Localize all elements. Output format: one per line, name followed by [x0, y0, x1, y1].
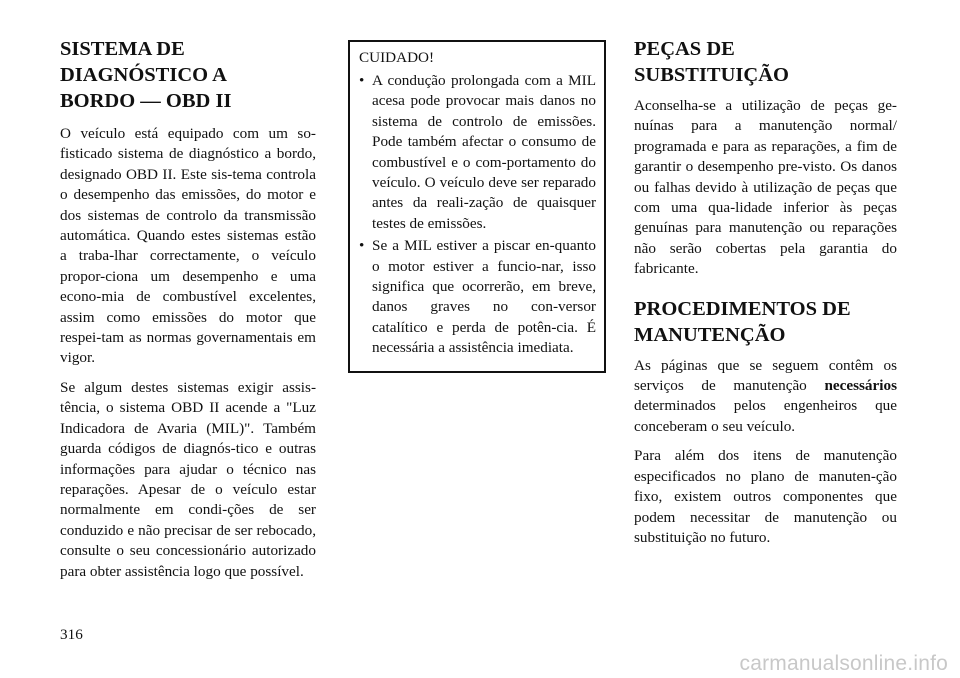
- right-column: [634, 36, 897, 557]
- section-title-obd: [60, 36, 316, 114]
- caution-item-text: A condução prolongada com a MIL acesa pode provocar mais danos no sistema de controlo de emissões. Pode também afectar o consumo de combustível e o com-portamento do veículo. O veículo deve ser reparado antes da reali-zação de quaisquer testes de emissões.: [372, 72, 596, 232]
- caution-item: [359, 71, 596, 234]
- paragraph-maintenance-intro: [634, 356, 897, 438]
- paragraph-obd-intro: O veículo está equipado com um so-fisticado sistema de diagnóstico a bordo, designado OBD II. Este sis-tema controla o desempenho das emissões, do motor e dos sistemas de controlo da transmissão automática. Quando estes sistemas estão a traba-lhar correctamente, o veículo propor-ciona um desempenho e uma econo-mia de combustível excelentes, assim como emissões do motor que respei-tam as normas governamentais em vigor.: [60, 125, 316, 367]
- caution-list: [359, 71, 596, 359]
- watermark-text: carmanualsonline.info: [739, 652, 948, 675]
- left-column: [60, 36, 316, 591]
- emphasis-necessarios: necessários: [824, 377, 897, 395]
- section-title-parts: [634, 36, 897, 88]
- title-line: PROCEDIMENTOS DE: [634, 297, 851, 320]
- middle-column: [348, 36, 606, 373]
- bullet-icon: •: [359, 72, 365, 89]
- title-line: SISTEMA DE: [60, 38, 185, 60]
- title-line: MANUTENÇÃO: [634, 323, 786, 346]
- text-run: As páginas que se seguem contêm os serviços de manutenção: [634, 356, 897, 395]
- caution-title: CUIDADO!: [359, 49, 435, 66]
- title-line: SUBSTITUIÇÃO: [634, 64, 789, 86]
- caution-item-text: Se a MIL estiver a piscar en-quanto o motor estiver a funcio-nar, isso significa que ocorrerão, em breve, danos graves no con-versor catalítico e perda de potên-cia. É necessária a assistência imediata.: [372, 237, 596, 357]
- section-title-maintenance: [634, 296, 897, 348]
- caution-item: [359, 236, 596, 358]
- bullet-icon: •: [359, 237, 365, 255]
- paragraph-parts: Aconselha-se a utilização de peças ge-nuínas para a manutenção normal/ programada e para as reparações, a fim de garantir o desempenho pre-visto. Os danos ou falhas devido à utilização de peças que com uma qua-lidade inferior às peças genuínas para manutenção ou reparações não serão cobertas pela garantia do fabricante.: [634, 97, 897, 278]
- title-line: PEÇAS DE: [634, 38, 735, 60]
- title-line: DIAGNÓSTICO A: [60, 64, 227, 86]
- text-run: determinados pelos engenheiros que conceberam o seu veículo.: [634, 397, 897, 435]
- caution-box: [348, 40, 606, 373]
- page-number: 316: [60, 626, 83, 643]
- title-line: BORDO — OBD II: [60, 90, 232, 112]
- paragraph-obd-service: Se algum destes sistemas exigir assis-tência, o sistema OBD II acende a "Luz Indicadora de Avaria (MIL)". Também guarda códigos de diagnós-tico e outras informações para ajudar o técnico nas reparações. Apesar de o veículo estar normalmente em condi-ções de ser conduzido e não precisar de ser rebocado, consulte o seu concessionário autorizado para obter assistência logo que possível.: [60, 378, 316, 580]
- paragraph-maintenance-other: Para além dos itens de manutenção especificados no plano de manuten-ção fixo, existem outros componentes que podem necessitar de manutenção ou substituição no futuro.: [634, 447, 897, 546]
